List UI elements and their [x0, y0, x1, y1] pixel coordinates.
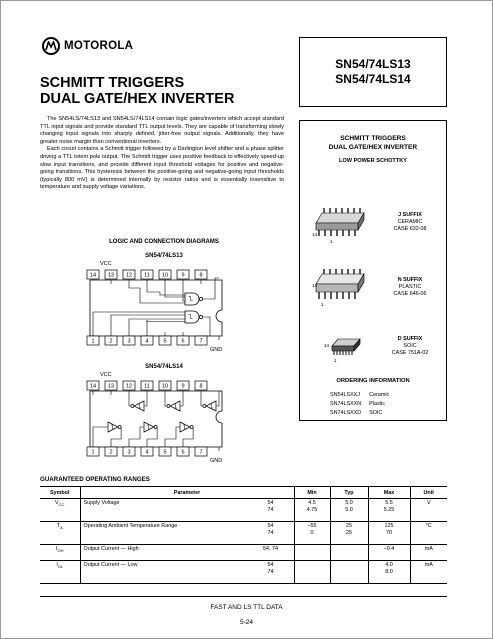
parameter-cell — [80, 545, 294, 561]
svg-text:1: 1 — [321, 302, 324, 307]
parameter-cell — [80, 522, 294, 545]
ls14-inverters-top — [131, 401, 216, 411]
ls14-connection-diagram — [40, 359, 288, 469]
summary-heading-line-2: DUAL GATE/HEX INVERTER — [328, 144, 418, 151]
ordering-part: SN54LSXXJ — [330, 392, 360, 398]
ordering-type: Plastic — [369, 401, 386, 408]
ceramic-dip-package-icon — [312, 199, 368, 245]
package-d-suffix: D SUFFIX — [397, 336, 423, 342]
diagrams-heading: LOGIC AND CONNECTION DIAGRAMS — [109, 239, 219, 245]
typ-cell — [330, 545, 368, 561]
package-n-material: PLASTIC — [398, 284, 422, 290]
part-number-2: SN54/74LS14 — [335, 72, 411, 86]
pin-number: 3 — [127, 338, 131, 345]
plastic-dip-package-icon — [312, 262, 368, 308]
max-cell — [368, 561, 410, 584]
title-line-1: SCHMITT TRIGGERS — [40, 75, 185, 91]
ls13-nand-gate-1 — [185, 293, 203, 305]
grade-text: 54 74 — [267, 562, 274, 575]
max-cell — [368, 522, 410, 545]
symbol-display: $I_{OH}$ — [56, 546, 64, 554]
ls13-vcc-label: VCC — [100, 261, 112, 267]
package-j-material: CERAMIC — [397, 219, 423, 225]
ls13-gnd-label: GND — [210, 347, 223, 353]
pin-number: 12 — [125, 383, 133, 390]
package-n-case: CASE 646-06 — [393, 291, 427, 297]
ls14-vcc-label: VCC — [100, 372, 112, 378]
part-number-box — [299, 37, 447, 107]
ls13-nand-gate-2 — [185, 311, 203, 323]
unit-cell — [410, 561, 447, 584]
pin-number: 7 — [199, 449, 203, 456]
ordering-part: SN74LSXXN — [330, 401, 362, 408]
pin-number: 6 — [181, 338, 185, 345]
typ-cell — [330, 499, 368, 522]
col-symbol: Symbol — [40, 487, 80, 499]
svg-text:14: 14 — [312, 232, 318, 237]
footer-rule — [40, 596, 447, 597]
ls14-top-pins — [87, 381, 207, 390]
pin-number: 14 — [89, 272, 97, 279]
max-value: –0.4 — [383, 546, 395, 552]
package-j-text — [378, 212, 442, 233]
pin-number: 7 — [199, 338, 203, 345]
pin-number: 5 — [163, 338, 167, 345]
symbol-cell — [40, 561, 80, 584]
unit-value: mA — [424, 546, 433, 552]
unit-value: V — [426, 500, 431, 506]
ordering-part: SN74LSXXD — [330, 410, 362, 417]
table-row — [40, 522, 447, 545]
summary-heading-line-1: SCHMITT TRIGGERS — [340, 135, 406, 142]
table-row — [40, 499, 447, 522]
grade-text: 54 74 — [267, 500, 274, 513]
motorola-batwing-icon — [42, 37, 60, 55]
col-typ: Typ — [330, 487, 368, 499]
brand-name: MOTOROLA — [64, 40, 134, 52]
product-summary-box — [299, 120, 447, 421]
ordering-table — [328, 390, 397, 420]
ls14-diagram-title: SN54/74LS14 — [145, 364, 183, 370]
ordering-title: ORDERING INFORMATION — [336, 378, 410, 384]
min-cell — [294, 499, 330, 522]
col-max: Max — [368, 487, 410, 499]
intro-text — [40, 116, 284, 192]
svg-text:14: 14 — [324, 343, 330, 348]
parameter-text: Output Current — High — [83, 546, 139, 552]
ordering-type: Ceramic — [369, 392, 390, 398]
ordering-row — [330, 410, 395, 417]
parameter-cell — [80, 499, 294, 522]
summary-heading — [300, 134, 446, 152]
page-number: 5-24 — [239, 619, 253, 626]
symbol-display: $T_A$ — [56, 523, 63, 531]
package-j-case: CASE 632-08 — [393, 226, 427, 232]
summary-family: LOW POWER SCHOTTKY — [338, 158, 408, 164]
part-number-1: SN54/74LS13 — [335, 57, 411, 71]
pin-number: 2 — [109, 449, 113, 456]
package-d-material: SOIC — [403, 343, 417, 349]
pin-number: 13 — [107, 272, 115, 279]
package-n-suffix: N SUFFIX — [397, 277, 423, 283]
table-row — [40, 561, 447, 584]
pin-number: 4 — [145, 449, 149, 456]
col-parameter: Parameter — [80, 487, 294, 499]
intro-paragraph-2: Each circuit contains a Schmitt trigger followed by a Darlington level shifter and a phase splitter driving a TTL totem pole output. The Schmitt trigger uses positive feedback to effectively speed-up slow input transitions, and provide different input threshold voltages for positive and negative-going transitions. This hysteresis between the positive-going and negative-going input thresholds (typically 800 mV) is determined internally by resistor ratios and is essentially insensitive to temperature and supply voltage variations. — [40, 146, 284, 191]
operating-ranges-title: GUARANTEED OPERATING RANGES — [40, 476, 150, 483]
max-cell — [368, 545, 410, 561]
max-cell — [368, 499, 410, 522]
document-title — [40, 75, 234, 107]
pin-number: 11 — [144, 383, 150, 390]
typ-cell — [330, 561, 368, 584]
table-row — [40, 545, 447, 561]
symbol-cell — [40, 499, 80, 522]
symbol-display: $V_{CC}$ — [55, 500, 65, 508]
typ-value: 5.0 5.0 — [345, 500, 353, 513]
ls14-inverters-bottom — [108, 422, 193, 432]
symbol-cell — [40, 522, 80, 545]
max-value: 125 70 — [384, 523, 394, 536]
unit-cell — [410, 499, 447, 522]
ls13-diagram-title: SN54/74LS13 — [145, 253, 183, 259]
pin-number: 11 — [144, 272, 150, 279]
ls13-connection-diagram — [40, 248, 288, 358]
max-value: 5.5 5.25 — [383, 500, 395, 513]
grade-text: 54 74 — [267, 523, 274, 536]
typ-value: 25 25 — [346, 523, 352, 536]
min-cell — [294, 522, 330, 545]
footer-title: FAST AND LS TTL DATA — [210, 604, 283, 611]
unit-value: °C — [425, 523, 432, 529]
motorola-logo — [42, 37, 133, 55]
unit-cell — [410, 545, 447, 561]
ordering-type: SOIC — [369, 410, 383, 417]
svg-text:1: 1 — [334, 358, 337, 363]
ls14-bottom-pins — [87, 447, 207, 456]
col-unit: Unit — [410, 487, 447, 499]
pin-number: 10 — [161, 272, 169, 279]
pin-number: 10 — [161, 383, 169, 390]
pin-number: 14 — [89, 383, 97, 390]
parameter-text: Operating Ambient Temperature Range — [83, 523, 178, 529]
typ-cell — [330, 522, 368, 545]
max-value: 4.0 8.0 — [385, 562, 393, 575]
table-header-row — [40, 487, 447, 499]
title-line-2: DUAL GATE/HEX INVERTER — [40, 91, 235, 107]
min-cell — [294, 561, 330, 584]
pin-number: 4 — [145, 338, 149, 345]
pin-number: 1 — [91, 338, 95, 345]
pin-number: 9 — [181, 272, 185, 279]
soic-package-icon — [324, 330, 368, 364]
symbol-display: $I_{OL}$ — [56, 562, 64, 570]
ordering-row — [330, 401, 395, 408]
ls14-gnd-label: GND — [210, 458, 223, 464]
pin-number: 13 — [107, 383, 115, 390]
package-j-suffix: J SUFFIX — [398, 212, 422, 218]
package-n-text — [378, 277, 442, 298]
grade-text: 54, 74 — [263, 546, 278, 552]
pin-number: 8 — [199, 272, 203, 279]
ls13-bottom-pins — [87, 336, 207, 345]
pin-number: 3 — [127, 449, 131, 456]
intro-paragraph-1: The SN54LS/74LS13 and SN54LS/74LS14 contain logic gates/inverters which accept standard TTL input signals and provide standard TTL output levels. They are capable of transforming slowly changing input signals into sharply defined, jitter-free output signals. Additionally, they have greater noise margin than conventional inverters. — [40, 116, 284, 145]
unit-value: mA — [424, 562, 433, 568]
operating-ranges-table — [40, 486, 447, 584]
symbol-cell — [40, 545, 80, 561]
package-d-text — [378, 336, 442, 357]
ordering-row — [330, 392, 395, 399]
col-min: Min — [294, 487, 330, 499]
pin-number: 5 — [163, 449, 167, 456]
min-value: –55 0 — [307, 523, 317, 536]
pin-number: 12 — [125, 272, 133, 279]
pin-number: 8 — [199, 383, 203, 390]
package-d-case: CASE 751A-02 — [391, 350, 429, 356]
min-cell — [294, 545, 330, 561]
svg-text:14: 14 — [312, 283, 318, 288]
svg-text:1: 1 — [330, 239, 333, 244]
parameter-cell — [80, 561, 294, 584]
min-value: 4.5 4.75 — [306, 500, 318, 513]
unit-cell — [410, 522, 447, 545]
pin-number: 6 — [181, 449, 185, 456]
pin-number: 2 — [109, 338, 113, 345]
parameter-text: Supply Voltage — [83, 500, 120, 506]
pin-number: 1 — [91, 449, 95, 456]
parameter-text: Output Current — Low — [83, 562, 138, 568]
ls13-top-pins — [87, 270, 207, 279]
pin-number: 9 — [181, 383, 185, 390]
